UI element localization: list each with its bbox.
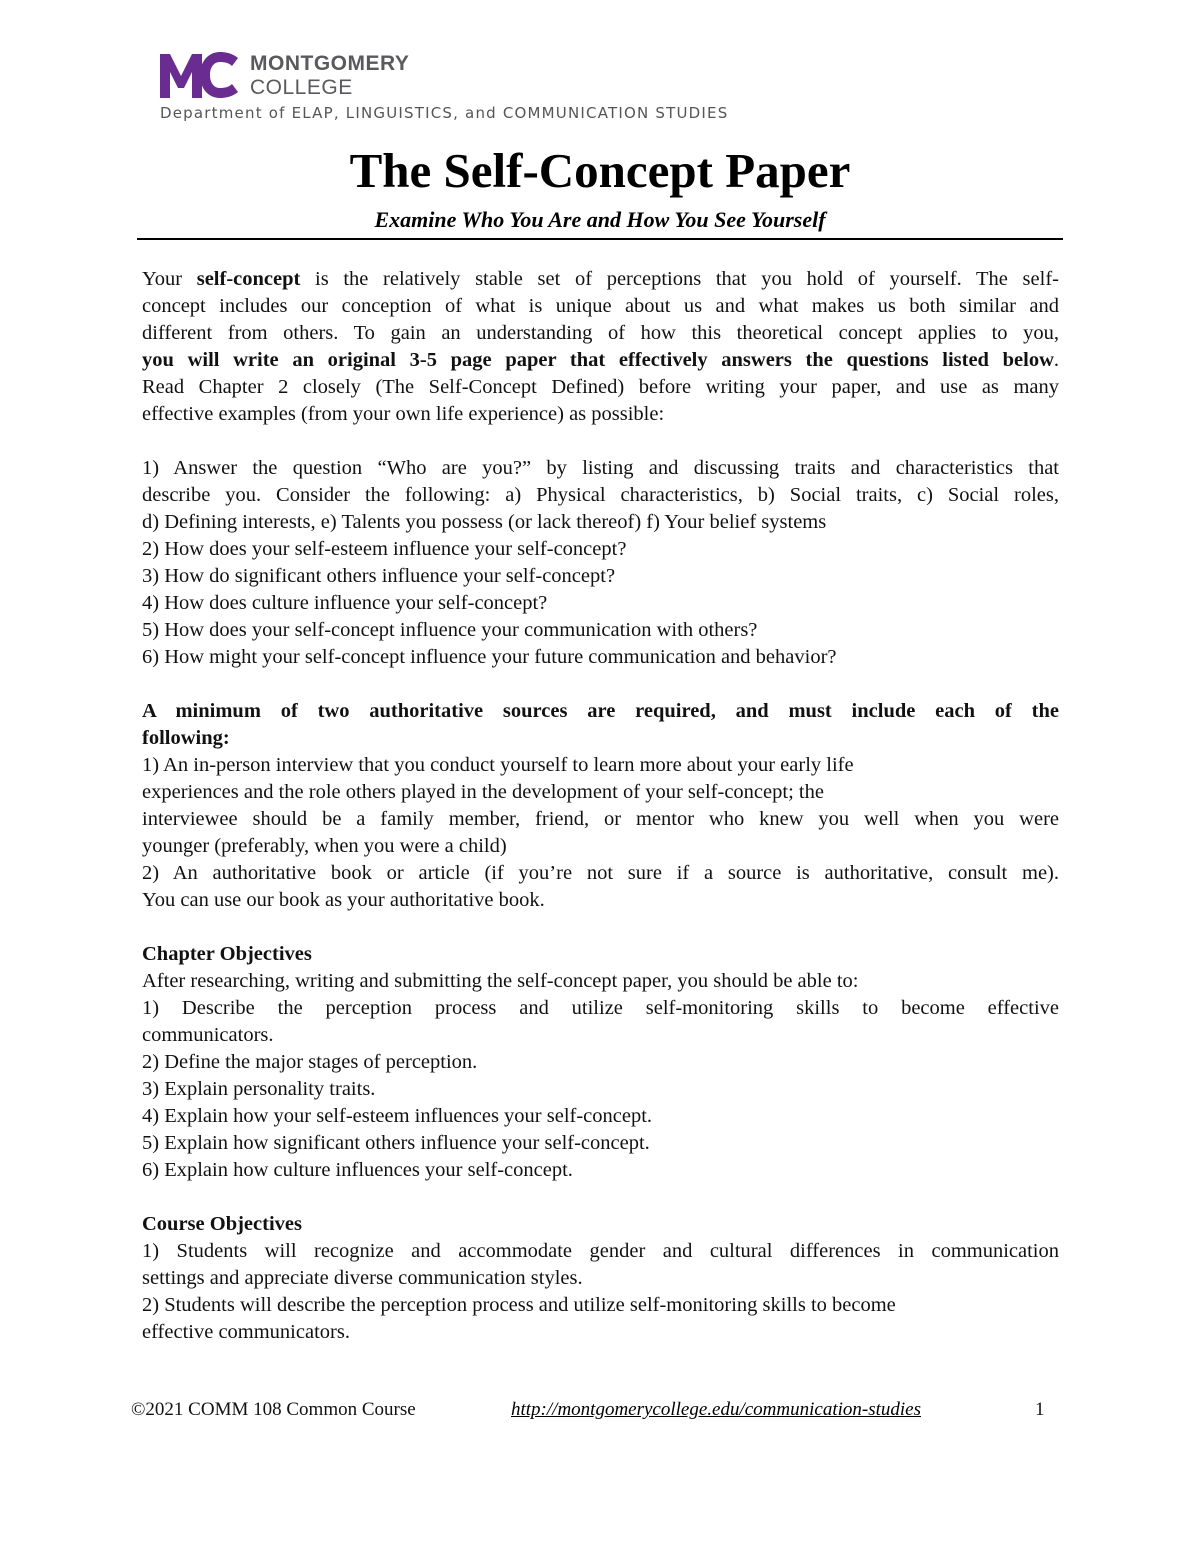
list-item: 2) How does your self-esteem influence your self-concept? <box>142 538 627 560</box>
section-heading: Chapter Objectives <box>142 943 312 965</box>
list-item: 5) How does your self-concept influence your communication with others? <box>142 619 758 641</box>
list-item: d) Defining interests, e) Talents you possess (or lack thereof) f) Your belief systems <box>142 511 827 533</box>
intro-text: Your <box>142 268 197 290</box>
list-item: 5) Explain how significant others influence your self-concept. <box>142 1132 650 1154</box>
list-item: 6) Explain how culture influences your self-concept. <box>142 1159 573 1181</box>
intro-text: is the relatively stable set of perceptions that you hold of yourself. The self- <box>300 268 1059 290</box>
sources-heading: following: <box>142 727 230 749</box>
assignment-requirement: you will write an original 3-5 page paper that effectively answers the questions listed below <box>142 349 1054 371</box>
footer-link[interactable]: http://montgomerycollege.edu/communication-studies <box>511 1399 921 1420</box>
chapter-objectives-section <box>142 941 1059 1184</box>
question-list <box>142 455 1059 671</box>
list-item: describe you. Consider the following: a) Physical characteristics, b) Social traits, c) Social roles, <box>142 484 1059 506</box>
footer-copyright: ©2021 COMM 108 Common Course <box>131 1399 416 1420</box>
list-item: settings and appreciate diverse communication styles. <box>142 1267 583 1289</box>
section-lead: After researching, writing and submitting the self-concept paper, you should be able to: <box>142 970 859 992</box>
list-item: 3) How do significant others influence your self-concept? <box>142 565 616 587</box>
list-item: effective communicators. <box>142 1321 350 1343</box>
logo-wordmark-line1: MONTGOMERY <box>250 51 410 75</box>
intro-text: . <box>1053 349 1059 371</box>
sources-heading: A minimum of two authoritative sources are required, and must include each of the <box>142 700 1059 722</box>
list-item: 4) How does culture influence your self-concept? <box>142 592 548 614</box>
title-divider <box>137 238 1063 240</box>
list-item: 1) An in-person interview that you conduct yourself to learn more about your early life <box>142 754 854 776</box>
college-logo <box>158 50 409 100</box>
list-item: 1) Students will recognize and accommodate gender and cultural differences in communication <box>142 1240 1059 1262</box>
self-concept-term: self-concept <box>196 268 301 290</box>
section-heading: Course Objectives <box>142 1213 302 1235</box>
document-subtitle: Examine Who You Are and How You See Yourself <box>374 207 826 232</box>
intro-line: concept includes our conception of what is unique about us and what makes us both similar and <box>142 295 1059 317</box>
intro-line: effective examples (from your own life experience) as possible: <box>142 403 665 425</box>
intro-line: Read Chapter 2 closely (The Self-Concept Defined) before writing your paper, and use as many <box>142 376 1059 398</box>
course-objectives-section <box>142 1211 1059 1346</box>
list-item: 2) Students will describe the perception process and utilize self-monitoring skills to become <box>142 1294 896 1316</box>
list-item: 6) How might your self-concept influence your future communication and behavior? <box>142 646 837 668</box>
mc-logo-icon <box>158 50 240 100</box>
list-item: interviewee should be a family member, friend, or mentor who knew you well when you were <box>142 808 1059 830</box>
sources-section <box>142 698 1059 914</box>
intro-line: different from others. To gain an understanding of how this theoretical concept applies to you, <box>142 322 1059 344</box>
list-item: younger (preferably, when you were a child) <box>142 835 507 857</box>
logo-wordmark-line2: COLLEGE <box>250 75 353 99</box>
list-item: 1) Describe the perception process and utilize self-monitoring skills to become effective <box>142 997 1059 1019</box>
list-item: 4) Explain how your self-esteem influences your self-concept. <box>142 1105 653 1127</box>
list-item: 3) Explain personality traits. <box>142 1078 376 1100</box>
page-number: 1 <box>1035 1399 1045 1420</box>
list-item: 1) Answer the question “Who are you?” by listing and discussing traits and characteristics that <box>142 457 1059 479</box>
document-body <box>142 266 1059 1346</box>
list-item: 2) Define the major stages of perception. <box>142 1051 478 1073</box>
department-name: Department of ELAP, LINGUISTICS, and COMMUNICATION STUDIES <box>160 104 729 122</box>
document-title: The Self-Concept Paper <box>349 143 851 198</box>
list-item: communicators. <box>142 1024 274 1046</box>
list-item: experiences and the role others played in the development of your self-concept; the <box>142 781 824 803</box>
list-item: 2) An authoritative book or article (if you’re not sure if a source is authoritative, consult me). <box>142 862 1059 884</box>
list-item: You can use our book as your authoritative book. <box>142 889 545 911</box>
intro-paragraph <box>142 266 1059 428</box>
